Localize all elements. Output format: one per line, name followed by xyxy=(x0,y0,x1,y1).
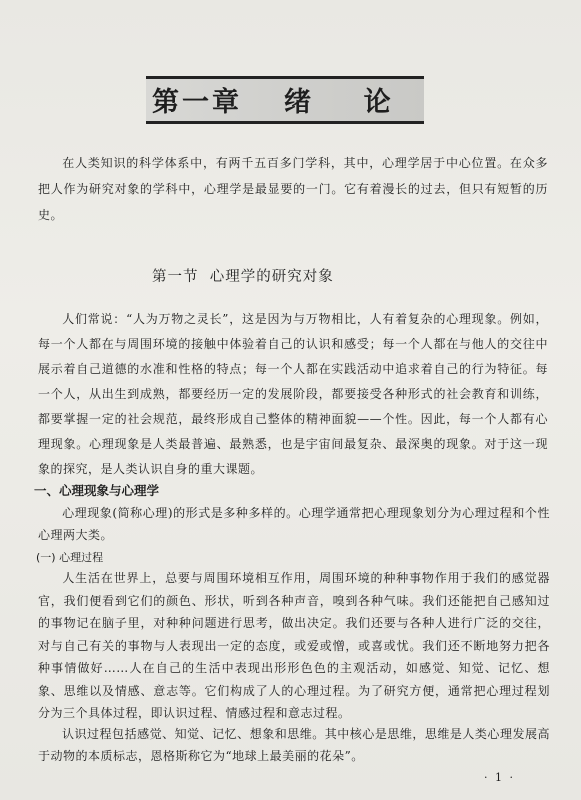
page-number: · 1 · xyxy=(484,771,515,784)
process-paragraph: 人生活在世界上，总要与周围环境相互作用，周围环境的种种事物作用于我们的感觉器官，我们便看到它们的颜色、形状，听到各种声音，嗅到各种气味。我们还能把自己感知过的事物记在脑子里，对种种问题进行思考，做出决定。我们还要与各种人进行广泛的交往，对与自己有关的事物与人表现出一定的态度，或爱或憎，或喜或忧。我们还不断地努力把各种事情做好……人在自己的生活中表现出形形色色的主观活动，如感觉、知觉、记忆、想象、思维以及情感、意志等。它们构成了人的心理过程。为了研究方便，通常把心理过程划分为三个具体过程，即认识过程、情感过程和意志过程。 xyxy=(38,571,550,720)
section-paragraph: 人们常说：“人为万物之灵长”，这是因为与万物相比，人有着复杂的心理现象。例如，每一个人都在与周围环境的接触中体验着自己的认识和感受；每一个人都在与他人的交往中展示着自己道德的水准和性格的特点；每一个人都在实践活动中追求着自己的行为特征。每一个人，从出生到成熟，都要经历一定的发展阶段，都要接受各种形式的社会教育和训练，都要掌握一定的社会规范，最终形成自己整体的精神面貌——个性。因此，每一个人都有心理现象。心理现象是人类最普遍、最熟悉，也是宇宙间最复杂、最深奥的现象。对于这一现象的探究，是人类认识自身的重大课题。 xyxy=(38,312,548,476)
chapter-heading xyxy=(152,80,422,119)
subsection-heading: 一、心理现象与心理学 xyxy=(34,483,160,498)
sub-subsection-heading: (一) 心理过程 xyxy=(36,551,104,564)
chapter-number: 第一章 xyxy=(152,87,242,118)
chapter-title: 绪 论 xyxy=(284,87,394,118)
section-heading: 第一节 心理学的研究对象 xyxy=(152,269,334,285)
cognition-paragraph: 认识过程包括感觉、知觉、记忆、想象和思维。其中核心是思维，思维是人类心理发展高于动物的本质标志，恩格斯称它为“地球上最美丽的花朵”。 xyxy=(38,727,550,763)
subsection-paragraph: 心理现象(简称心理)的形式是多种多样的。心理学通常把心理现象划分为心理过程和个性心理两大类。 xyxy=(38,506,550,542)
intro-paragraph: 在人类知识的科学体系中，有两千五百多门学科，其中，心理学居于中心位置。在众多把人作为研究对象的学科中，心理学是最显要的一门。它有着漫长的过去，但只有短暂的历史。 xyxy=(38,156,548,222)
